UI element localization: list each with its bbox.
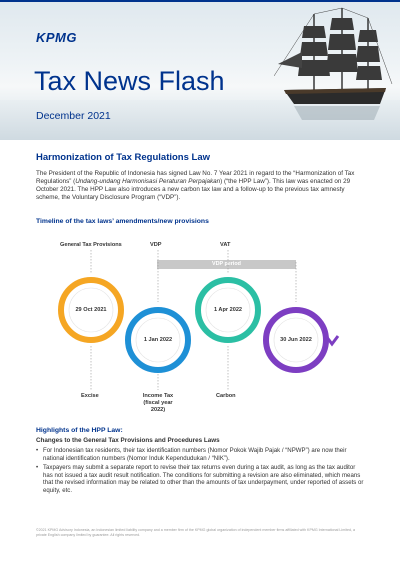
timeline-label-general-tax-provisions: General Tax Provisions [60,242,122,248]
timeline-label-income-tax: Income Tax (fiscal year 2022) [142,393,174,413]
highlights-subheading: Changes to the General Tax Provisions and Procedures Laws [36,437,220,444]
timeline-date-1: 29 Oct 2021 [75,307,107,313]
footer-legal-text: ©2021 KPMG Advisory Indonesia, an Indonesian limited liability company and a member firm of the KPMG global organization of independent member firms affiliated with KPMG International Limited, a private English company limited by guarantee. All rights reserved. [36,528,355,537]
intro-paragraph [36,170,366,202]
intro-text-2: ) (“the HPP Law”). This law was enacted on 29 October 2021. The HPP Law also introduces a new carbon tax law and a follow-up to the previous tax amnesty scheme, the Voluntary Disclosure Program (“VDP”). [36,178,351,201]
header-top-rule [0,0,400,2]
vdp-period-bar: VDP period [157,260,296,269]
timeline-label-carbon: Carbon [216,393,236,399]
intro-text-italic: Undang-undang Harmonisasi Peraturan Perpajakan [75,178,221,185]
timeline-heading: Timeline of the tax laws’ amendments/new provisions [36,218,209,225]
newsletter-date: December 2021 [36,110,111,122]
newsletter-title: Tax News Flash [34,66,225,96]
timeline-date-2: 1 Jan 2022 [143,337,173,343]
timeline-label-vdp: VDP [150,242,162,248]
list-item: • For Indonesian tax residents, their tax identification numbers (Nomor Pokok Wajib Pajak / “NPWP”) are now their national identification numbers (Nomor Induk Kependudukan / “NIK”). [36,447,366,462]
kpmg-logo: KPMG [36,30,77,45]
highlights-list [36,447,366,497]
timeline-label-excise: Excise [81,393,99,399]
timeline-date-3: 1 Apr 2022 [213,307,243,313]
sailing-ship-image [274,4,394,122]
list-item: • Taxpayers may submit a separate report to revise their tax returns even during a tax audit, as long as the tax auditor has not issued a tax audit result notification. The conditions for submitting a revision are also eliminated, which means that the revised information may be related to other than the amounts of tax underpayment, under reported of assets or equity, etc. [36,464,366,494]
intro-text-1: The President of the Republic of Indonesia has signed Law No. 7 Year 2021 in regard to the “Harmonization of Tax Regulations” ( [36,170,355,185]
timeline-diagram [0,240,400,420]
highlights-heading: Highlights of the HPP Law: [36,427,123,434]
timeline-date-4: 30 Jun 2022 [280,337,312,343]
article-title: Harmonization of Tax Regulations Law [36,152,211,163]
header-banner [0,0,400,140]
timeline-label-vat: VAT [220,242,231,248]
